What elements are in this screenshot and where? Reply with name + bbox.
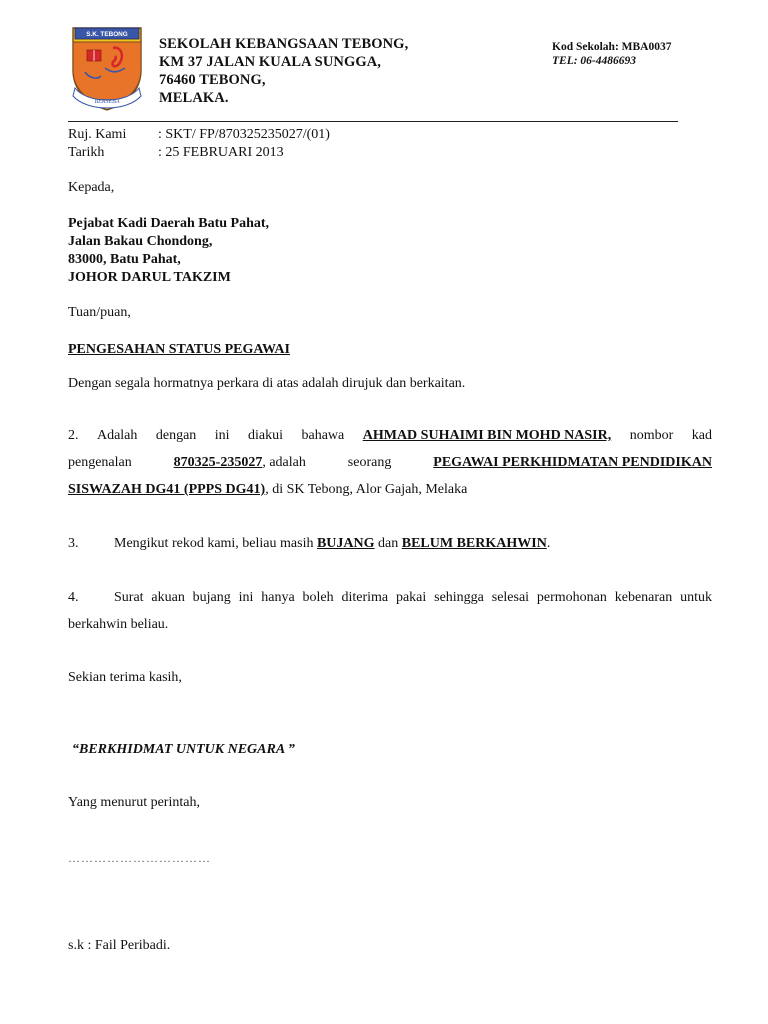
school-name: SEKOLAH KEBANGSAAN TEBONG, (159, 36, 409, 52)
paragraph-2-line-1 (68, 422, 712, 449)
word: Adalah (96, 428, 138, 443)
paragraph-3 (68, 530, 712, 557)
school-code: Kod Sekolah: MBA0037 (552, 41, 672, 53)
word: , adalah (262, 455, 306, 470)
word: dengan (155, 428, 197, 443)
word: seorang (347, 455, 392, 470)
word: diakui (248, 428, 284, 443)
paragraph-2-line-2 (68, 449, 712, 476)
paragraph-2-line-3 (68, 476, 712, 503)
status-belum-berkahwin: BELUM BERKAHWIN (401, 536, 547, 551)
word: bahawa (301, 428, 345, 443)
intro-paragraph: Dengan segala hormatnya perkara di atas adalah dirujuk dan berkaitan. (68, 376, 466, 391)
paragraph-number: 4. (68, 590, 79, 605)
letter-subject: PENGESAHAN STATUS PEGAWAI (68, 342, 290, 357)
school-address-line: 76460 TEBONG, (159, 72, 266, 88)
crest-ribbon-text: BERSEBA (94, 99, 120, 105)
paragraph-4 (68, 584, 712, 638)
reference-block (68, 126, 330, 162)
ic-number: 870325-235027 (173, 455, 263, 470)
kepada-text: Kepada, (68, 180, 115, 195)
paragraph-text: dan (374, 536, 402, 551)
salutation: Tuan/puan, (68, 305, 131, 320)
school-contact-block (552, 40, 672, 68)
school-address-block (159, 35, 408, 107)
word: kad (691, 428, 712, 443)
paragraph-number: 2. (68, 428, 79, 443)
date-value: : 25 FEBRUARI 2013 (158, 145, 284, 160)
school-address-line: MELAKA. (159, 90, 229, 106)
school-phone: TEL: 06-4486693 (552, 55, 637, 67)
word: nombor (629, 428, 674, 443)
school-crest-logo (69, 22, 145, 114)
carbon-copy: s.k : Fail Peribadi. (68, 938, 171, 953)
motto: “BERKHIDMAT UNTUK NEGARA ” (72, 742, 295, 757)
paragraph-text: Surat akuan bujang ini hanya boleh diterima pakai sehingga selesai permohonan kebenaran untuk (114, 590, 712, 605)
officer-name: AHMAD SUHAIMI BIN MOHD NASIR, (362, 428, 612, 443)
paragraph-2 (68, 422, 712, 503)
crest-banner-text: S.K. TEBONG (86, 31, 128, 39)
signature-line: …………………………… (68, 851, 211, 865)
paragraph-number: 3. (68, 536, 79, 551)
officer-post: PEGAWAI PERKHIDMATAN PENDIDIKAN (433, 455, 712, 470)
recipient-address (68, 215, 269, 287)
paragraph-4-line-2: berkahwin beliau. (68, 617, 169, 632)
recipient-line: Jalan Bakau Chondong, (68, 234, 213, 249)
recipient-line: 83000, Batu Pahat, (68, 252, 181, 267)
header-divider (68, 121, 678, 122)
paragraph-text: Mengikut rekod kami, beliau masih (114, 536, 317, 551)
word: pengenalan (68, 455, 132, 470)
officer-post-grade: SISWAZAH DG41 (PPPS DG41) (68, 482, 266, 497)
paragraph-text: , di SK Tebong, Alor Gajah, Melaka (265, 482, 468, 497)
paragraph-text: . (546, 536, 551, 551)
school-address-line: KM 37 JALAN KUALA SUNGGA, (159, 54, 382, 70)
recipient-line: JOHOR DARUL TAKZIM (68, 270, 231, 285)
recipient-line: Pejabat Kadi Daerah Batu Pahat, (68, 216, 270, 231)
reference-label: Ruj. Kami (68, 127, 127, 142)
date-label: Tarikh (68, 145, 105, 160)
reference-value: : SKT/ FP/870325235027/(01) (158, 127, 330, 142)
paragraph-4-line-1 (68, 584, 712, 611)
closing-text: Sekian terima kasih, (68, 670, 182, 685)
yang-menurut-perintah: Yang menurut perintah, (68, 795, 200, 810)
word: ini (214, 428, 230, 443)
status-bujang: BUJANG (316, 536, 375, 551)
